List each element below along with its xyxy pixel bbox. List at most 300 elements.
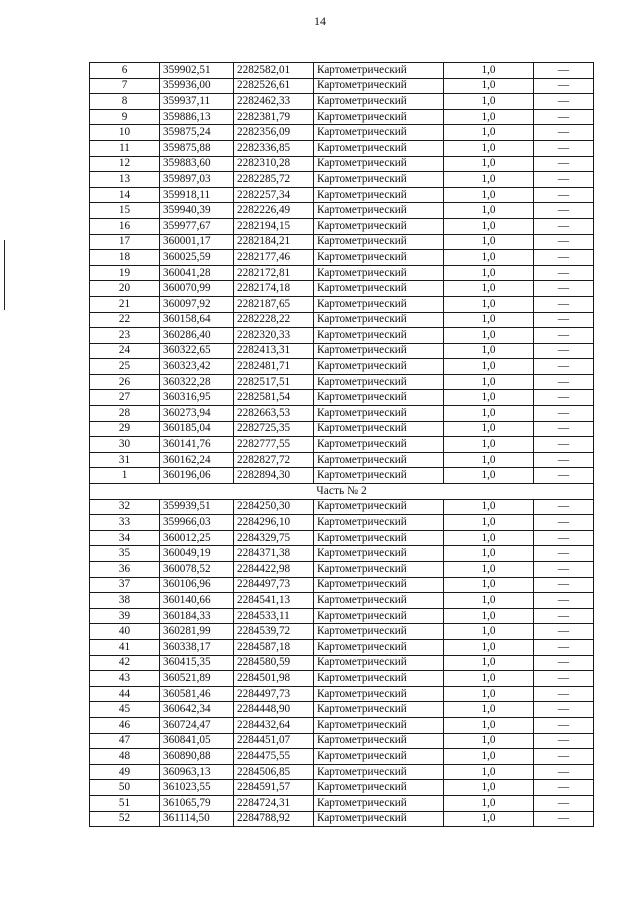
table-row bbox=[90, 203, 594, 219]
coordinates-table bbox=[89, 62, 594, 827]
point-number-cell: 46 bbox=[90, 717, 160, 733]
description-cell: — bbox=[534, 281, 594, 297]
description-cell: — bbox=[534, 655, 594, 671]
x-coordinate-cell: 360041,28 bbox=[160, 265, 234, 281]
point-number-cell: 40 bbox=[90, 624, 160, 640]
table-row bbox=[90, 250, 594, 266]
point-number-cell: 24 bbox=[90, 343, 160, 359]
point-number-cell: 7 bbox=[90, 78, 160, 94]
description-cell: — bbox=[534, 639, 594, 655]
description-cell: — bbox=[534, 250, 594, 266]
description-cell: — bbox=[534, 109, 594, 125]
y-coordinate-cell: 2282172,81 bbox=[234, 265, 314, 281]
method-cell: Картометрический bbox=[314, 187, 444, 203]
y-coordinate-cell: 2284448,90 bbox=[234, 702, 314, 718]
table-row bbox=[90, 749, 594, 765]
description-cell: — bbox=[534, 156, 594, 172]
table-row bbox=[90, 686, 594, 702]
accuracy-cell: 1,0 bbox=[444, 624, 534, 640]
table-row bbox=[90, 172, 594, 188]
accuracy-cell: 1,0 bbox=[444, 250, 534, 266]
accuracy-cell: 1,0 bbox=[444, 63, 534, 79]
y-coordinate-cell: 2282381,79 bbox=[234, 109, 314, 125]
description-cell: — bbox=[534, 94, 594, 110]
point-number-cell: 50 bbox=[90, 780, 160, 796]
y-coordinate-cell: 2284432,64 bbox=[234, 717, 314, 733]
method-cell: Картометрический bbox=[314, 780, 444, 796]
y-coordinate-cell: 2284591,57 bbox=[234, 780, 314, 796]
point-number-cell: 9 bbox=[90, 109, 160, 125]
x-coordinate-cell: 359875,88 bbox=[160, 140, 234, 156]
description-cell: — bbox=[534, 343, 594, 359]
x-coordinate-cell: 360322,28 bbox=[160, 374, 234, 390]
table-row bbox=[90, 562, 594, 578]
table-row bbox=[90, 281, 594, 297]
x-coordinate-cell: 361065,79 bbox=[160, 795, 234, 811]
y-coordinate-cell: 2282517,51 bbox=[234, 374, 314, 390]
accuracy-cell: 1,0 bbox=[444, 780, 534, 796]
description-cell: — bbox=[534, 593, 594, 609]
table-row bbox=[90, 218, 594, 234]
description-cell: — bbox=[534, 312, 594, 328]
table-row bbox=[90, 702, 594, 718]
method-cell: Картометрический bbox=[314, 343, 444, 359]
point-number-cell: 47 bbox=[90, 733, 160, 749]
accuracy-cell: 1,0 bbox=[444, 811, 534, 827]
accuracy-cell: 1,0 bbox=[444, 639, 534, 655]
y-coordinate-cell: 2284497,73 bbox=[234, 686, 314, 702]
table-row bbox=[90, 359, 594, 375]
y-coordinate-cell: 2282725,35 bbox=[234, 421, 314, 437]
x-coordinate-cell: 360141,76 bbox=[160, 437, 234, 453]
description-cell: — bbox=[534, 437, 594, 453]
y-coordinate-cell: 2282226,49 bbox=[234, 203, 314, 219]
description-cell: — bbox=[534, 733, 594, 749]
y-coordinate-cell: 2284533,11 bbox=[234, 608, 314, 624]
point-number-cell: 36 bbox=[90, 562, 160, 578]
accuracy-cell: 1,0 bbox=[444, 468, 534, 484]
y-coordinate-cell: 2284501,98 bbox=[234, 671, 314, 687]
method-cell: Картометрический bbox=[314, 452, 444, 468]
y-coordinate-cell: 2284497,73 bbox=[234, 577, 314, 593]
x-coordinate-cell: 360338,17 bbox=[160, 639, 234, 655]
table-row bbox=[90, 639, 594, 655]
method-cell: Картометрический bbox=[314, 359, 444, 375]
accuracy-cell: 1,0 bbox=[444, 140, 534, 156]
table-row bbox=[90, 78, 594, 94]
accuracy-cell: 1,0 bbox=[444, 562, 534, 578]
point-number-cell: 22 bbox=[90, 312, 160, 328]
description-cell: — bbox=[534, 608, 594, 624]
y-coordinate-cell: 2284587,18 bbox=[234, 639, 314, 655]
accuracy-cell: 1,0 bbox=[444, 702, 534, 718]
x-coordinate-cell: 360724,47 bbox=[160, 717, 234, 733]
point-number-cell: 44 bbox=[90, 686, 160, 702]
point-number-cell: 13 bbox=[90, 172, 160, 188]
table-row bbox=[90, 234, 594, 250]
x-coordinate-cell: 359897,03 bbox=[160, 172, 234, 188]
point-number-cell: 43 bbox=[90, 671, 160, 687]
table-row bbox=[90, 780, 594, 796]
table-row bbox=[90, 764, 594, 780]
y-coordinate-cell: 2282481,71 bbox=[234, 359, 314, 375]
y-coordinate-cell: 2282174,18 bbox=[234, 281, 314, 297]
accuracy-cell: 1,0 bbox=[444, 671, 534, 687]
point-number-cell: 39 bbox=[90, 608, 160, 624]
table-row bbox=[90, 671, 594, 687]
table-row bbox=[90, 109, 594, 125]
description-cell: — bbox=[534, 702, 594, 718]
table-row bbox=[90, 811, 594, 827]
method-cell: Картометрический bbox=[314, 406, 444, 422]
y-coordinate-cell: 2282581,54 bbox=[234, 390, 314, 406]
part-2-header: Часть № 2 bbox=[90, 484, 594, 500]
point-number-cell: 21 bbox=[90, 296, 160, 312]
point-number-cell: 25 bbox=[90, 359, 160, 375]
accuracy-cell: 1,0 bbox=[444, 125, 534, 141]
description-cell: — bbox=[534, 577, 594, 593]
point-number-cell: 35 bbox=[90, 546, 160, 562]
description-cell: — bbox=[534, 562, 594, 578]
table-row bbox=[90, 140, 594, 156]
y-coordinate-cell: 2284475,55 bbox=[234, 749, 314, 765]
point-number-cell: 15 bbox=[90, 203, 160, 219]
description-cell: — bbox=[534, 452, 594, 468]
accuracy-cell: 1,0 bbox=[444, 686, 534, 702]
x-coordinate-cell: 360581,46 bbox=[160, 686, 234, 702]
x-coordinate-cell: 360273,94 bbox=[160, 406, 234, 422]
method-cell: Картометрический bbox=[314, 281, 444, 297]
accuracy-cell: 1,0 bbox=[444, 608, 534, 624]
table-row bbox=[90, 296, 594, 312]
table-row bbox=[90, 343, 594, 359]
description-cell: — bbox=[534, 187, 594, 203]
x-coordinate-cell: 360162,24 bbox=[160, 452, 234, 468]
method-cell: Картометрический bbox=[314, 234, 444, 250]
x-coordinate-cell: 360963,13 bbox=[160, 764, 234, 780]
point-number-cell: 28 bbox=[90, 406, 160, 422]
table-row bbox=[90, 312, 594, 328]
accuracy-cell: 1,0 bbox=[444, 187, 534, 203]
point-number-cell: 14 bbox=[90, 187, 160, 203]
point-number-cell: 30 bbox=[90, 437, 160, 453]
table-row bbox=[90, 390, 594, 406]
table-row bbox=[90, 187, 594, 203]
description-cell: — bbox=[534, 203, 594, 219]
table-row bbox=[90, 577, 594, 593]
method-cell: Картометрический bbox=[314, 530, 444, 546]
y-coordinate-cell: 2282462,33 bbox=[234, 94, 314, 110]
margin-mark bbox=[4, 240, 5, 310]
x-coordinate-cell: 360322,65 bbox=[160, 343, 234, 359]
table-row bbox=[90, 655, 594, 671]
description-cell: — bbox=[534, 406, 594, 422]
accuracy-cell: 1,0 bbox=[444, 172, 534, 188]
x-coordinate-cell: 359937,11 bbox=[160, 94, 234, 110]
x-coordinate-cell: 361114,50 bbox=[160, 811, 234, 827]
point-number-cell: 11 bbox=[90, 140, 160, 156]
y-coordinate-cell: 2282320,33 bbox=[234, 328, 314, 344]
method-cell: Картометрический bbox=[314, 811, 444, 827]
y-coordinate-cell: 2282582,01 bbox=[234, 63, 314, 79]
table-row bbox=[90, 265, 594, 281]
description-cell: — bbox=[534, 795, 594, 811]
method-cell: Картометрический bbox=[314, 374, 444, 390]
description-cell: — bbox=[534, 78, 594, 94]
point-number-cell: 37 bbox=[90, 577, 160, 593]
method-cell: Картометрический bbox=[314, 250, 444, 266]
accuracy-cell: 1,0 bbox=[444, 234, 534, 250]
table-row bbox=[90, 94, 594, 110]
table-row bbox=[90, 63, 594, 79]
description-cell: — bbox=[534, 172, 594, 188]
point-number-cell: 20 bbox=[90, 281, 160, 297]
description-cell: — bbox=[534, 234, 594, 250]
point-number-cell: 19 bbox=[90, 265, 160, 281]
x-coordinate-cell: 361023,55 bbox=[160, 780, 234, 796]
accuracy-cell: 1,0 bbox=[444, 265, 534, 281]
table-row bbox=[90, 608, 594, 624]
y-coordinate-cell: 2282187,65 bbox=[234, 296, 314, 312]
x-coordinate-cell: 360078,52 bbox=[160, 562, 234, 578]
description-cell: — bbox=[534, 218, 594, 234]
x-coordinate-cell: 360286,40 bbox=[160, 328, 234, 344]
table-row bbox=[90, 624, 594, 640]
description-cell: — bbox=[534, 546, 594, 562]
method-cell: Картометрический bbox=[314, 109, 444, 125]
point-number-cell: 23 bbox=[90, 328, 160, 344]
accuracy-cell: 1,0 bbox=[444, 733, 534, 749]
point-number-cell: 51 bbox=[90, 795, 160, 811]
method-cell: Картометрический bbox=[314, 296, 444, 312]
description-cell: — bbox=[534, 530, 594, 546]
point-number-cell: 33 bbox=[90, 515, 160, 531]
description-cell: — bbox=[534, 749, 594, 765]
description-cell: — bbox=[534, 265, 594, 281]
x-coordinate-cell: 360323,42 bbox=[160, 359, 234, 375]
method-cell: Картометрический bbox=[314, 140, 444, 156]
table-row bbox=[90, 437, 594, 453]
method-cell: Картометрический bbox=[314, 639, 444, 655]
x-coordinate-cell: 360316,95 bbox=[160, 390, 234, 406]
x-coordinate-cell: 360106,96 bbox=[160, 577, 234, 593]
y-coordinate-cell: 2284422,98 bbox=[234, 562, 314, 578]
table-row bbox=[90, 795, 594, 811]
method-cell: Картометрический bbox=[314, 172, 444, 188]
x-coordinate-cell: 359940,39 bbox=[160, 203, 234, 219]
description-cell: — bbox=[534, 359, 594, 375]
x-coordinate-cell: 359902,51 bbox=[160, 63, 234, 79]
description-cell: — bbox=[534, 140, 594, 156]
point-number-cell: 42 bbox=[90, 655, 160, 671]
x-coordinate-cell: 360642,34 bbox=[160, 702, 234, 718]
x-coordinate-cell: 360281,99 bbox=[160, 624, 234, 640]
x-coordinate-cell: 359918,11 bbox=[160, 187, 234, 203]
accuracy-cell: 1,0 bbox=[444, 312, 534, 328]
table-row bbox=[90, 421, 594, 437]
table-row bbox=[90, 733, 594, 749]
point-number-cell: 8 bbox=[90, 94, 160, 110]
method-cell: Картометрический bbox=[314, 125, 444, 141]
y-coordinate-cell: 2284451,07 bbox=[234, 733, 314, 749]
description-cell: — bbox=[534, 811, 594, 827]
y-coordinate-cell: 2284371,38 bbox=[234, 546, 314, 562]
method-cell: Картометрический bbox=[314, 655, 444, 671]
x-coordinate-cell: 359875,24 bbox=[160, 125, 234, 141]
y-coordinate-cell: 2282194,15 bbox=[234, 218, 314, 234]
method-cell: Картометрический bbox=[314, 499, 444, 515]
x-coordinate-cell: 360196,06 bbox=[160, 468, 234, 484]
accuracy-cell: 1,0 bbox=[444, 390, 534, 406]
x-coordinate-cell: 360841,05 bbox=[160, 733, 234, 749]
description-cell: — bbox=[534, 624, 594, 640]
accuracy-cell: 1,0 bbox=[444, 374, 534, 390]
point-number-cell: 12 bbox=[90, 156, 160, 172]
accuracy-cell: 1,0 bbox=[444, 577, 534, 593]
x-coordinate-cell: 360415,35 bbox=[160, 655, 234, 671]
point-number-cell: 38 bbox=[90, 593, 160, 609]
description-cell: — bbox=[534, 780, 594, 796]
table-row bbox=[90, 717, 594, 733]
method-cell: Картометрический bbox=[314, 437, 444, 453]
description-cell: — bbox=[534, 390, 594, 406]
accuracy-cell: 1,0 bbox=[444, 406, 534, 422]
table-row bbox=[90, 328, 594, 344]
description-cell: — bbox=[534, 63, 594, 79]
method-cell: Картометрический bbox=[314, 608, 444, 624]
accuracy-cell: 1,0 bbox=[444, 343, 534, 359]
accuracy-cell: 1,0 bbox=[444, 328, 534, 344]
method-cell: Картометрический bbox=[314, 218, 444, 234]
table-row bbox=[90, 406, 594, 422]
y-coordinate-cell: 2284296,10 bbox=[234, 515, 314, 531]
method-cell: Картометрический bbox=[314, 624, 444, 640]
y-coordinate-cell: 2282336,85 bbox=[234, 140, 314, 156]
accuracy-cell: 1,0 bbox=[444, 515, 534, 531]
point-number-cell: 16 bbox=[90, 218, 160, 234]
y-coordinate-cell: 2284788,92 bbox=[234, 811, 314, 827]
part-header-row bbox=[90, 484, 594, 500]
y-coordinate-cell: 2282184,21 bbox=[234, 234, 314, 250]
x-coordinate-cell: 360890,88 bbox=[160, 749, 234, 765]
method-cell: Картометрический bbox=[314, 593, 444, 609]
table-row bbox=[90, 530, 594, 546]
point-number-cell: 31 bbox=[90, 452, 160, 468]
method-cell: Картометрический bbox=[314, 562, 444, 578]
accuracy-cell: 1,0 bbox=[444, 218, 534, 234]
point-number-cell: 52 bbox=[90, 811, 160, 827]
method-cell: Картометрический bbox=[314, 265, 444, 281]
y-coordinate-cell: 2282413,31 bbox=[234, 343, 314, 359]
x-coordinate-cell: 360185,04 bbox=[160, 421, 234, 437]
accuracy-cell: 1,0 bbox=[444, 156, 534, 172]
method-cell: Картометрический bbox=[314, 390, 444, 406]
x-coordinate-cell: 360012,25 bbox=[160, 530, 234, 546]
method-cell: Картометрический bbox=[314, 546, 444, 562]
y-coordinate-cell: 2282285,72 bbox=[234, 172, 314, 188]
accuracy-cell: 1,0 bbox=[444, 78, 534, 94]
method-cell: Картометрический bbox=[314, 63, 444, 79]
point-number-cell: 49 bbox=[90, 764, 160, 780]
table-row bbox=[90, 546, 594, 562]
table-row bbox=[90, 468, 594, 484]
y-coordinate-cell: 2284539,72 bbox=[234, 624, 314, 640]
y-coordinate-cell: 2284580,59 bbox=[234, 655, 314, 671]
table-row bbox=[90, 125, 594, 141]
description-cell: — bbox=[534, 125, 594, 141]
accuracy-cell: 1,0 bbox=[444, 749, 534, 765]
point-number-cell: 1 bbox=[90, 468, 160, 484]
description-cell: — bbox=[534, 764, 594, 780]
x-coordinate-cell: 360140,66 bbox=[160, 593, 234, 609]
accuracy-cell: 1,0 bbox=[444, 795, 534, 811]
point-number-cell: 18 bbox=[90, 250, 160, 266]
accuracy-cell: 1,0 bbox=[444, 281, 534, 297]
point-number-cell: 27 bbox=[90, 390, 160, 406]
accuracy-cell: 1,0 bbox=[444, 94, 534, 110]
accuracy-cell: 1,0 bbox=[444, 499, 534, 515]
table-row bbox=[90, 156, 594, 172]
x-coordinate-cell: 359977,67 bbox=[160, 218, 234, 234]
y-coordinate-cell: 2282310,28 bbox=[234, 156, 314, 172]
accuracy-cell: 1,0 bbox=[444, 452, 534, 468]
x-coordinate-cell: 359883,60 bbox=[160, 156, 234, 172]
method-cell: Картометрический bbox=[314, 94, 444, 110]
method-cell: Картометрический bbox=[314, 717, 444, 733]
y-coordinate-cell: 2282228,22 bbox=[234, 312, 314, 328]
y-coordinate-cell: 2282663,53 bbox=[234, 406, 314, 422]
description-cell: — bbox=[534, 671, 594, 687]
description-cell: — bbox=[534, 515, 594, 531]
y-coordinate-cell: 2282894,30 bbox=[234, 468, 314, 484]
point-number-cell: 29 bbox=[90, 421, 160, 437]
method-cell: Картометрический bbox=[314, 795, 444, 811]
y-coordinate-cell: 2284541,13 bbox=[234, 593, 314, 609]
accuracy-cell: 1,0 bbox=[444, 546, 534, 562]
description-cell: — bbox=[534, 421, 594, 437]
x-coordinate-cell: 360049,19 bbox=[160, 546, 234, 562]
point-number-cell: 17 bbox=[90, 234, 160, 250]
method-cell: Картометрический bbox=[314, 749, 444, 765]
accuracy-cell: 1,0 bbox=[444, 421, 534, 437]
description-cell: — bbox=[534, 717, 594, 733]
accuracy-cell: 1,0 bbox=[444, 593, 534, 609]
x-coordinate-cell: 360001,17 bbox=[160, 234, 234, 250]
accuracy-cell: 1,0 bbox=[444, 530, 534, 546]
description-cell: — bbox=[534, 296, 594, 312]
point-number-cell: 34 bbox=[90, 530, 160, 546]
y-coordinate-cell: 2282356,09 bbox=[234, 125, 314, 141]
x-coordinate-cell: 360070,99 bbox=[160, 281, 234, 297]
method-cell: Картометрический bbox=[314, 156, 444, 172]
coordinates-table-body bbox=[90, 63, 594, 827]
x-coordinate-cell: 359939,51 bbox=[160, 499, 234, 515]
table-row bbox=[90, 515, 594, 531]
table-row bbox=[90, 374, 594, 390]
method-cell: Картометрический bbox=[314, 312, 444, 328]
method-cell: Картометрический bbox=[314, 671, 444, 687]
page-number: 14 bbox=[314, 14, 326, 28]
y-coordinate-cell: 2282526,61 bbox=[234, 78, 314, 94]
method-cell: Картометрический bbox=[314, 421, 444, 437]
method-cell: Картометрический bbox=[314, 78, 444, 94]
y-coordinate-cell: 2284329,75 bbox=[234, 530, 314, 546]
accuracy-cell: 1,0 bbox=[444, 296, 534, 312]
y-coordinate-cell: 2282827,72 bbox=[234, 452, 314, 468]
point-number-cell: 10 bbox=[90, 125, 160, 141]
method-cell: Картометрический bbox=[314, 686, 444, 702]
accuracy-cell: 1,0 bbox=[444, 764, 534, 780]
